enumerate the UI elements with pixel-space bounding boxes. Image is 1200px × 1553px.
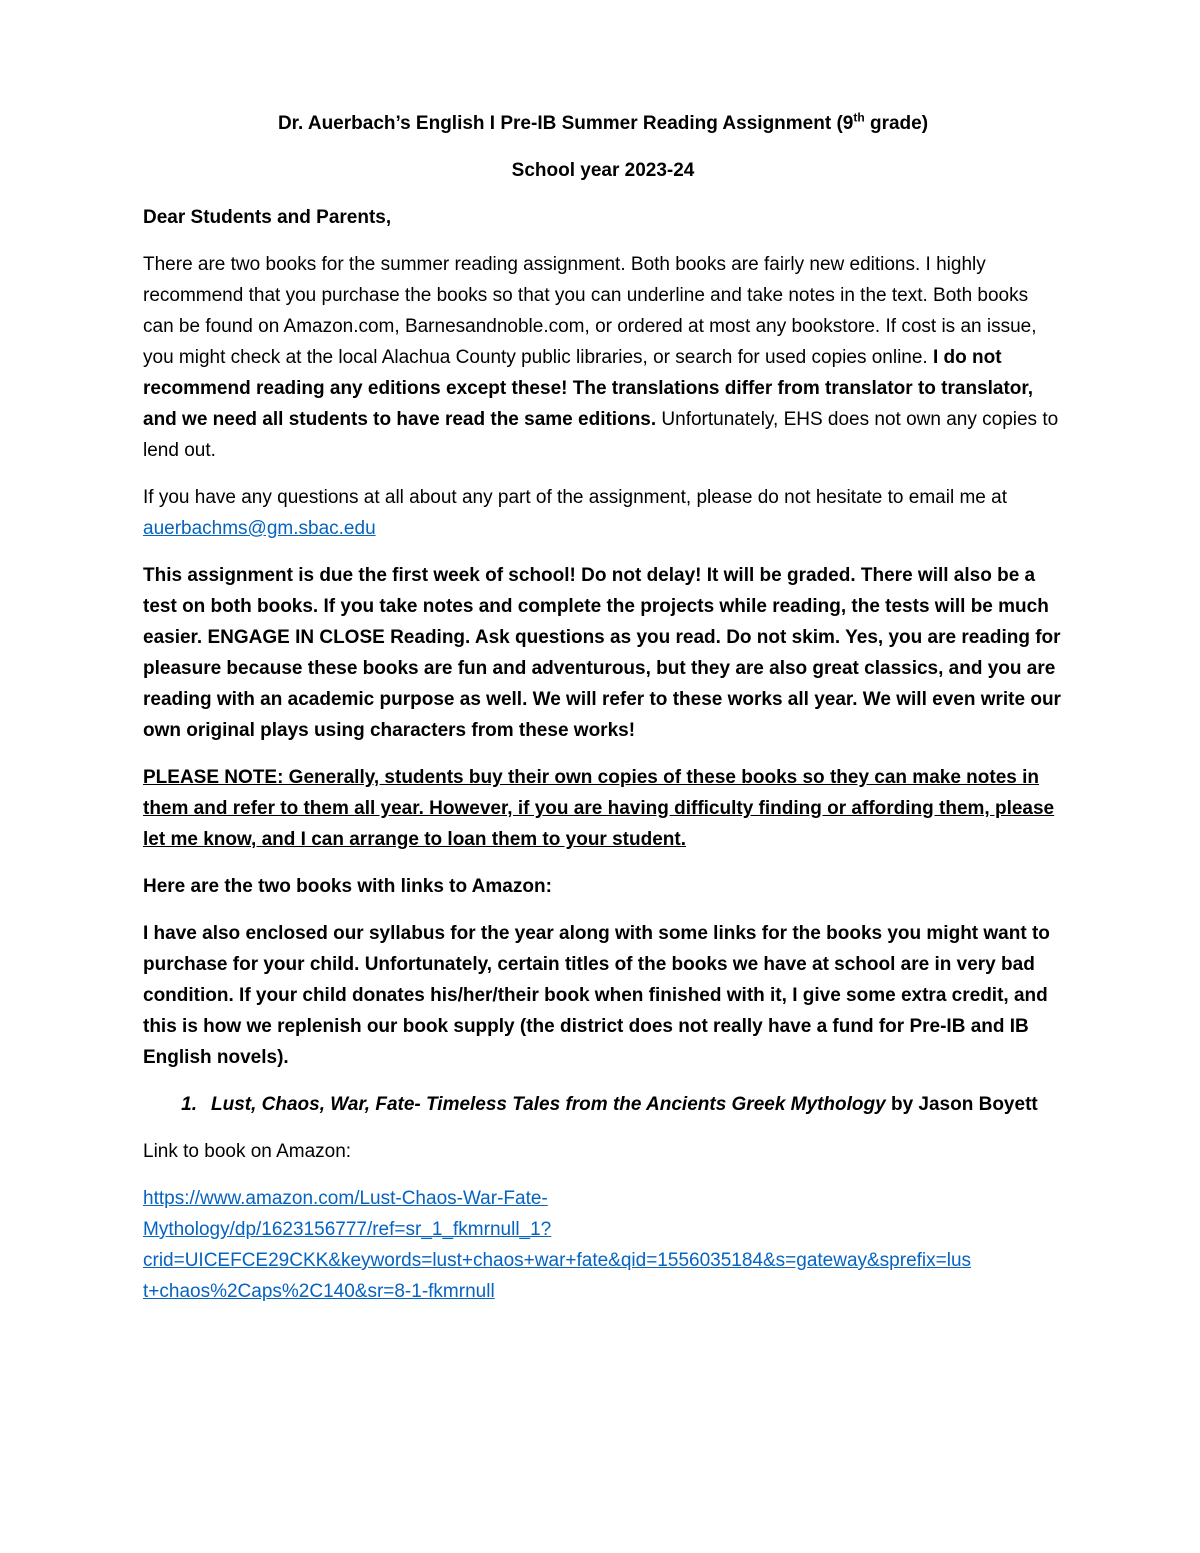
title-superscript: th xyxy=(853,110,865,125)
amazon-link[interactable] xyxy=(143,1183,1063,1307)
school-year: School year 2023-24 xyxy=(511,160,695,181)
amazon-label: Link to book on Amazon: xyxy=(143,1141,352,1162)
due-paragraph: This assignment is due the first week of school! Do not delay! It will be graded. There will also be a test on both books. If you take notes and complete the projects while reading, the tests will be much easier. ENGAGE IN CLOSE Reading. Ask questions as you read. Do not skim. Yes, you are reading for pleasure because these books are fun and adventurous, but they are also great classics, and you are reading with an academic purpose as well. We will refer to these works all year. We will even write our own original plays using characters from these works! xyxy=(143,565,1061,741)
book-author: by Jason Boyett xyxy=(885,1094,1038,1115)
intro-text-1: There are two books for the summer reading assignment. Both books are fairly new editions. I highly recommend that you purchase the books so that you can underline and take notes in the text. Both books can be found on Amazon.com, Barnesandnoble.com, or ordered at most any bookstore. If cost is an issue, you might check at the local Alachua County public libraries, or search for used copies online. xyxy=(143,254,1037,368)
syllabus-paragraph: I have also enclosed our syllabus for the year along with some links for the books you might want to purchase for your child. Unfortunately, certain titles of the books we have at school are in very bad condition. If your child donates his/her/their book when finished with it, I give some extra credit, and this is how we replenish our book supply (the district does not really have a fund for Pre-IB and IB English novels). xyxy=(143,923,1050,1068)
title-tail: grade) xyxy=(864,113,929,134)
greeting: Dear Students and Parents, xyxy=(143,207,392,228)
book-title: Lust, Chaos, War, Fate- Timeless Tales from the Ancients Greek Mythology xyxy=(211,1094,886,1115)
questions-text: If you have any questions at all about any part of the assignment, please do not hesitate to email me at xyxy=(143,487,1007,508)
title-text: Dr. Auerbach’s English I Pre-IB Summer Reading Assignment (9 xyxy=(277,113,854,134)
intro-text-2: Unfortunately, EHS does not own any copies to lend out. xyxy=(143,409,1059,461)
amazon-url-line[interactable]: https://www.amazon.com/Lust-Chaos-War-Fate- xyxy=(143,1188,548,1209)
document-body xyxy=(143,108,1063,1307)
intro-bold-text: I do not recommend reading any editions except these! The translations differ from translator to translator, and we need all students to have read the same editions. xyxy=(143,347,1034,430)
book-entry xyxy=(211,1089,1063,1120)
amazon-url-line[interactable]: Mythology/dp/1623156777/ref=sr_1_fkmrnull_1? xyxy=(143,1219,552,1240)
amazon-url-line[interactable]: t+chaos%2Caps%2C140&sr=8-1-fkmrnull xyxy=(143,1281,495,1302)
amazon-url-line[interactable]: crid=UICEFCE29CKK&keywords=lust+chaos+war+fate&qid=1556035184&s=gateway&sprefix=lus xyxy=(143,1250,972,1271)
questions-paragraph xyxy=(143,482,1063,544)
list-item xyxy=(143,1089,1063,1120)
note-paragraph: PLEASE NOTE: Generally, students buy their own copies of these books so they can make notes in them and refer to them all year. However, if you are having difficulty finding or affording them, please let me know, and I can arrange to loan them to your student. xyxy=(143,767,1055,850)
intro-paragraph xyxy=(143,249,1063,466)
list-number: 1. xyxy=(181,1094,197,1115)
document-title xyxy=(143,108,1063,139)
email-link[interactable]: auerbachms@gm.sbac.edu xyxy=(143,518,376,539)
books-intro: Here are the two books with links to Amazon: xyxy=(143,876,552,897)
